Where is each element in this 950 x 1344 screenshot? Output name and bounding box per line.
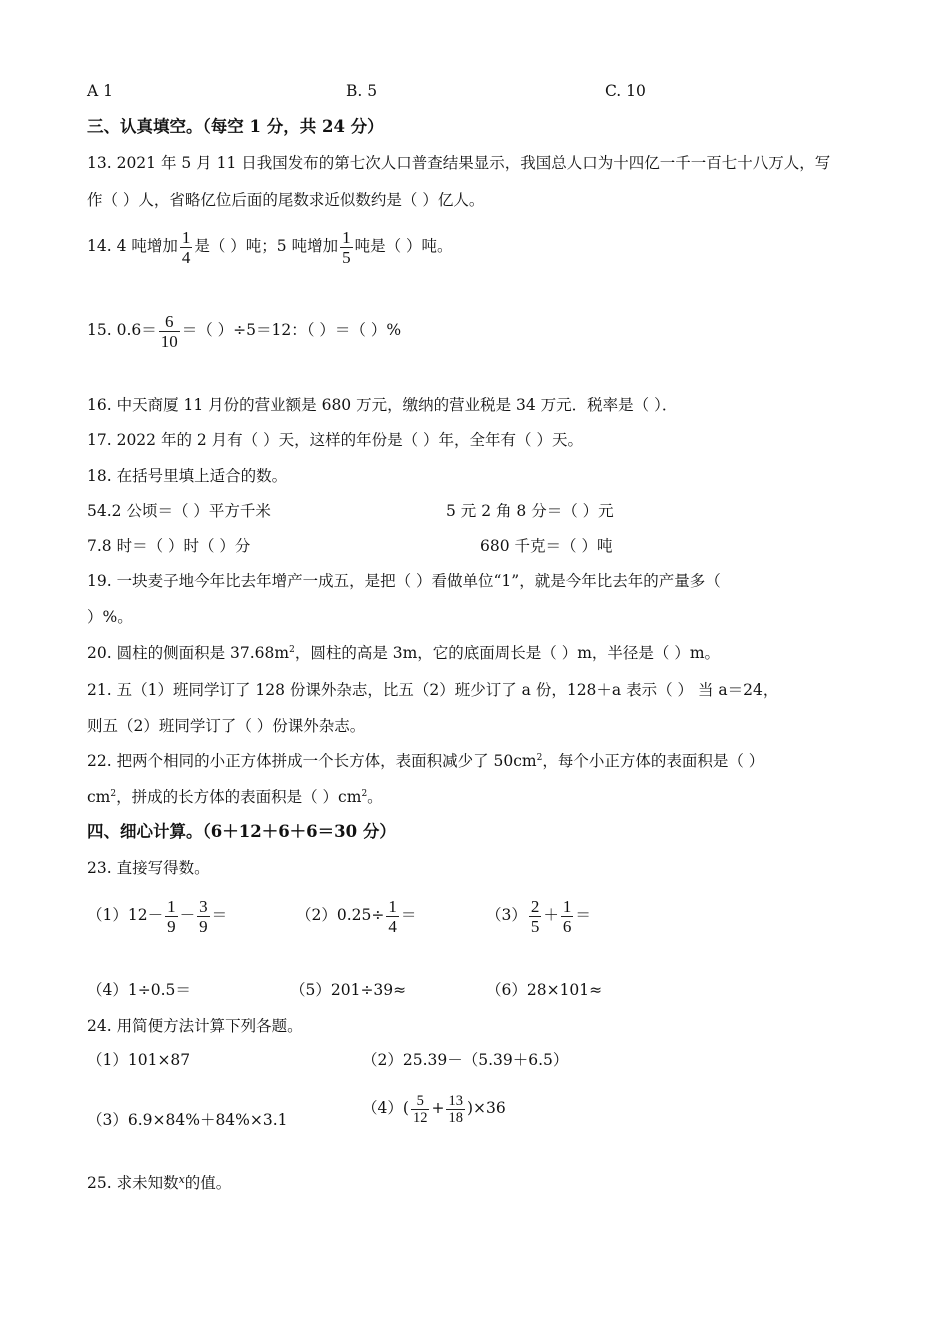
q19-line1: 19. 一块麦子地今年比去年增产一成五，是把（ ）看做单位“1”，就是今年比去年的产量多（ — [87, 572, 721, 590]
q19-line2: ）%。 — [87, 608, 133, 626]
q24-item-3: （3）6.9×84%＋84%×3.1 — [87, 1111, 288, 1129]
q22-text-3: ，拼成的长方体的表面积是（ ）cm — [116, 788, 362, 806]
q14-fraction-1 — [180, 228, 193, 267]
q16-line: 16. 中天商厦 11 月份的营业额是 680 万元，缴纳的营业税是 34 万元．税率是（ ）． — [87, 396, 678, 414]
q24-i4-close: )×36 — [466, 1099, 506, 1117]
q18-title: 18. 在括号里填上适合的数。 — [87, 467, 288, 485]
q14-text-1: 14. 4 吨增加 — [87, 237, 178, 255]
q14-text-3: 吨是（ ）吨。 — [354, 237, 453, 255]
q17-line: 17. 2022 年的 2 月有（ ）天，这样的年份是（ ）年，全年有（ ）天。 — [87, 431, 583, 449]
q18-item-b: 5 元 2 角 8 分＝（ ）元 — [446, 502, 614, 520]
q24-i4-b-denominator: 18 — [448, 1109, 463, 1126]
q25-text-1: 25. 求未知数 — [87, 1174, 179, 1192]
q22-text-2: ，每个小正方体的表面积是（ ） — [542, 752, 765, 770]
q23-i1-b-numerator: 3 — [199, 896, 208, 916]
q13-line1: 13. 2021 年 5 月 11 日我国发布的第七次人口普查结果显示，我国总人口为十四亿一千一百七十八万人，写 — [87, 154, 831, 172]
q14-f2-numerator: 1 — [342, 227, 351, 247]
q13-line2: 作（ ）人，省略亿位后面的尾数求近似数约是（ ）亿人。 — [87, 191, 485, 209]
q23-title: 23. 直接写得数。 — [87, 859, 210, 877]
q20-superscript: 2 — [289, 644, 295, 655]
q22-superscript-2: 2 — [110, 788, 117, 799]
section-4-heading: 四、细心计算。（6＋12＋6＋6＝30 分） — [87, 822, 396, 841]
q14-fraction-2 — [340, 228, 353, 267]
q25-variable: x — [178, 1173, 185, 1186]
q23-i2-equals: ＝ — [400, 906, 417, 924]
q24-i4-a-denominator: 12 — [412, 1109, 428, 1126]
q23-i3-b-numerator: 1 — [562, 896, 572, 916]
q18-item-d: 680 千克＝（ ）吨 — [480, 537, 613, 555]
q23-i1-a-numerator: 1 — [167, 896, 176, 916]
q23-i3-a-numerator: 2 — [530, 896, 540, 916]
q24-i4-open-paren: ( — [402, 1099, 409, 1117]
q24-i4-fraction-b — [446, 1093, 465, 1126]
q23-i1-b-denominator: 9 — [199, 916, 208, 936]
option-c: C. 10 — [605, 82, 646, 100]
q22-superscript-3: 2 — [361, 788, 368, 799]
q15-line — [87, 310, 401, 351]
q14-f1-numerator: 1 — [181, 227, 191, 247]
q23-i3-fraction-a — [529, 897, 542, 936]
q23-i2-denominator: 4 — [388, 916, 397, 936]
option-a: A 1 — [87, 82, 113, 100]
q22-superscript-1: 2 — [536, 752, 543, 763]
q20-line — [87, 643, 720, 663]
q22-text-1: 22. 把两个相同的小正方体拼成一个长方体，表面积减少了 50cm — [87, 752, 537, 770]
q24-i4-operator: + — [431, 1099, 445, 1117]
q14-line — [87, 226, 453, 267]
q22-line2 — [87, 787, 383, 807]
q15-text-2: ＝（ ）÷5＝12：（ ）＝（ ）% — [181, 321, 402, 339]
q14-f1-denominator: 4 — [181, 247, 191, 267]
q23-i2-numerator: 1 — [388, 896, 397, 916]
q23-i1-fraction-a — [165, 897, 178, 936]
q24-item-4 — [362, 1088, 506, 1128]
q25-line — [87, 1170, 231, 1193]
q23-i1-a-denominator: 9 — [167, 916, 176, 936]
q15-fraction — [159, 312, 180, 351]
q24-item-1: （1）101×87 — [87, 1051, 191, 1069]
q22-unit-1: cm — [87, 788, 111, 806]
q23-item-6: （6）28×101≈ — [486, 981, 603, 999]
q23-i3-a-denominator: 5 — [530, 916, 540, 936]
q22-line1 — [87, 751, 764, 771]
q23-i3-b-denominator: 6 — [562, 916, 572, 936]
q23-i2-text: （2）0.25÷ — [296, 906, 385, 924]
q14-f2-denominator: 5 — [342, 247, 351, 267]
q14-text-2: 是（ ）吨；5 吨增加 — [194, 237, 339, 255]
option-b: B. 5 — [346, 82, 378, 100]
q23-item-2 — [296, 895, 416, 936]
q24-i4-b-numerator: 13 — [448, 1092, 463, 1109]
q15-text-1: 15. 0.6＝ — [87, 321, 157, 339]
q23-item-3 — [486, 895, 591, 936]
q15-numerator: 6 — [164, 311, 174, 331]
q23-i1-text: （1）12－ — [87, 906, 164, 924]
q23-i3-fraction-b — [561, 897, 574, 936]
q24-i4-text: （4） — [362, 1099, 403, 1117]
q23-i3-equals: ＝ — [575, 906, 591, 924]
q21-line1: 21. 五（1）班同学订了 128 份课外杂志，比五（2）班少订了 a 份，128＋a 表示（ ） 当 a＝24， — [87, 681, 779, 699]
q24-title: 24. 用简便方法计算下列各题。 — [87, 1017, 303, 1035]
q20-text-2: ，圆柱的高是 3m，它的底面周长是（ ）m，半径是（ ）m。 — [294, 644, 721, 662]
q24-item-2: （2）25.39－（5.39＋6.5） — [362, 1051, 569, 1069]
q20-text-1: 20. 圆柱的侧面积是 37.68m — [87, 644, 290, 662]
q24-i4-a-numerator: 5 — [416, 1092, 424, 1109]
q22-text-4: 。 — [367, 788, 383, 806]
q23-item-1 — [87, 895, 227, 936]
q18-item-c: 7.8 时＝（ ）时（ ）分 — [87, 537, 251, 555]
section-3-heading: 三、认真填空。（每空 1 分，共 24 分） — [87, 117, 384, 136]
q23-i3-operator: ＋ — [543, 906, 559, 924]
q21-line2: 则五（2）班同学订了（ ）份课外杂志。 — [87, 717, 366, 735]
q23-i1-equals: ＝ — [211, 906, 228, 924]
q25-text-2: 的值。 — [184, 1174, 232, 1192]
q23-item-4: （4）1÷0.5＝ — [87, 981, 191, 999]
q18-item-a: 54.2 公顷＝（ ）平方千米 — [87, 502, 271, 520]
q23-i1-fraction-b — [197, 897, 210, 936]
q23-i1-operator: － — [179, 906, 196, 924]
q15-denominator: 10 — [160, 331, 178, 351]
q23-item-5: （5）201÷39≈ — [290, 981, 407, 999]
q23-i2-fraction — [386, 897, 399, 936]
q23-i3-text: （3） — [486, 906, 527, 924]
q24-i4-fraction-a — [411, 1093, 430, 1126]
